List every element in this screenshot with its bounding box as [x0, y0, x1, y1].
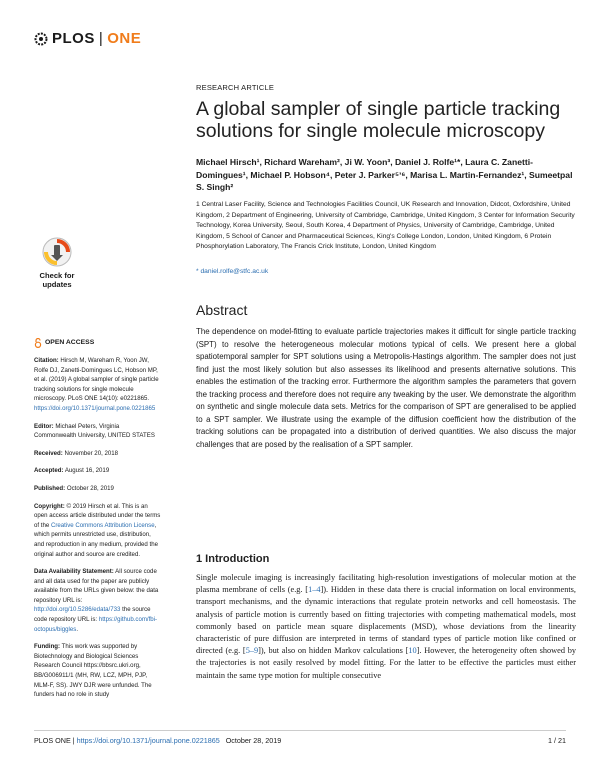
footer-separator: |: [70, 736, 77, 745]
footer-journal: PLOS ONE: [34, 736, 71, 745]
logo-plos-text: PLOS: [52, 30, 95, 47]
reference-link-2[interactable]: 5–9: [245, 646, 259, 656]
article-type: RESEARCH ARTICLE: [196, 83, 275, 92]
plos-one-logo[interactable]: [34, 30, 141, 47]
introduction-heading: 1 Introduction: [196, 553, 270, 565]
intro-text-4: ]. However, the heterogeneity often showed by the trajectories is not easily resolved by model fitting. For the latter to be effective the particles must either maintain the same type motion for multiple consecutive: [196, 646, 577, 680]
received-block: [34, 449, 162, 459]
article-title: A global sampler of single particle tracking solutions for single molecule microscopy: [196, 98, 561, 142]
funding-label: Funding:: [34, 643, 61, 651]
copyright-text-1: © 2019 Hirsch et al. This is an open access article distributed under the terms of the: [34, 502, 161, 529]
introduction-text: [196, 572, 576, 682]
data-availability-block: [34, 567, 162, 634]
published-block: [34, 484, 162, 494]
check-for-updates-icon: [41, 236, 73, 268]
logo-separator: |: [98, 30, 104, 47]
check-for-updates-badge[interactable]: [34, 236, 80, 289]
check-label-line1: Check for: [39, 271, 75, 280]
logo-one-text: ONE: [107, 30, 142, 47]
abstract-text: The dependence on model-fitting to evaluate particle trajectories makes it difficult for single particle tracking (SPT) to resolve the heterogeneous molecular motions typical of cells. We present here a global spatiotemporal sampler for SPT solutions using a Metropolis-Hastings algorithm. The sampler does not just find just the most likely solution but also assesses its likelihood and presents alternative solutions. This enables the estimation of the tracking error. Furthermore the algorithm samples the parameters that govern the tracking process and therefore does not require any tweaking by the user. We demonstrate the algorithm on synthetic and single molecule data sets. Metrics for the comparison of SPT are generalised to be applied to a SPT sampler. We illustrate using the example of the diffusion coefficient how the distribution of the tracking solutions can be propagated into a distribution of derived quantities. We also discuss the major challenges that are posed by the realisation of a SPT sampler.: [196, 327, 576, 449]
data-availability-text-2: the source code repository URL is:: [34, 606, 151, 624]
editor-block: [34, 422, 162, 441]
accepted-date: August 16, 2019: [64, 467, 110, 475]
funding-block: [34, 642, 162, 700]
data-availability-label: Data Availability Statement:: [34, 568, 114, 576]
citation-text: Hirsch M, Wareham R, Yoon JW, Rolfe DJ, Zanetti-Domingues LC, Hobson MP, et al. (2019) A global sampler of single particle tracking solutions for single molecule microscopy. PLoS ONE 14(10): e0221865.: [34, 357, 159, 403]
accepted-label: Accepted:: [34, 467, 64, 475]
abstract-heading: Abstract: [196, 302, 248, 318]
data-repository-link[interactable]: http://doi.org/10.5286/edata/733: [34, 606, 121, 614]
footer-date: October 28, 2019: [225, 736, 282, 745]
accepted-block: [34, 466, 162, 476]
page-footer: [34, 736, 566, 745]
open-access-text: OPEN ACCESS: [45, 339, 95, 347]
plos-logo-icon: [34, 32, 48, 46]
citation-doi-link[interactable]: https://doi.org/10.1371/journal.pone.0221865: [34, 404, 156, 412]
footer-left: [34, 736, 281, 745]
citation-label: Citation:: [34, 357, 59, 364]
received-label: Received:: [34, 449, 63, 457]
source-code-link[interactable]: https://github.com/fbi-octopus/biggles: [34, 616, 158, 633]
copyright-text-2: , which permits unrestricted use, distribution, and reproduction in any medium, provided the original author and source are credited.: [34, 521, 158, 558]
published-label: Published:: [34, 484, 66, 492]
data-availability-text-1: All source code and all data used for the paper are publicly available from the URLs given below: the data repository URL is:: [34, 568, 159, 604]
editor-text: Michael Peters, Virginia Commonwealth University, UNITED STATES: [34, 422, 155, 440]
reference-link-3[interactable]: 10: [408, 646, 417, 656]
received-date: November 20, 2018: [64, 449, 119, 457]
published-date: October 28, 2019: [66, 484, 114, 492]
cc-license-link[interactable]: Creative Commons Attribution License: [50, 521, 155, 529]
editor-label: Editor:: [34, 422, 54, 430]
reference-link-1[interactable]: 1–4: [308, 585, 321, 595]
footer-doi-link[interactable]: https://doi.org/10.1371/journal.pone.0221865: [76, 736, 220, 745]
data-availability-text-3: .: [76, 625, 79, 633]
open-lock-icon: [34, 338, 42, 348]
open-access-label: [34, 338, 162, 348]
footer-page-number: 1 / 21: [548, 736, 566, 745]
corresponding-email-link[interactable]: * daniel.rolfe@stfc.ac.uk: [196, 268, 269, 275]
affiliations: 1 Central Laser Facility, Science and Technologies Facilities Council, UK Research and Innovation, Didcot, Oxfordshire, United Kingdom, 2 Department of Engineering, University of Cambridge, Cambridge, United Kingdom, 3 Center for Information Security Technology, Korea University, Seoul, South Korea, 4 Department of Physics, University of Cambridge, Cambridge, United Kingdom, 5 School of Cancer and Pharmaceutical Sciences, King's College London, London, United Kingdom, 6 Protein Phosphorylation Laboratory, The Francis Crick Institute, London, United Kingdom: [196, 201, 575, 251]
intro-text-3: ]), but also on hidden Markov calculations [: [258, 646, 409, 656]
funding-text: This work was supported by Biotechnology and Biological Sciences Research Council https://bbsrc.ukri.org, BB/G006911/1 (MH, RW, LCZ, MPH, PJP, MLM-F, SS). JWY DJR were unfunded. The funders had no role in study: [34, 643, 152, 699]
intro-text-1: Single molecule imaging is increasingly facilitating high-resolution investigations of molecular motion at the plasma membrane of cells (e.g. [: [196, 573, 576, 595]
footer-divider: [34, 730, 566, 731]
citation-block: [34, 356, 162, 414]
check-label-line2: updates: [42, 280, 72, 289]
copyright-label: Copyright:: [34, 502, 65, 510]
copyright-block: [34, 502, 162, 560]
intro-text-2: ]). Hidden in these data there is crucial information on local environments, transport mechanisms, and the dynamic interactions that regulate protein networks and cell homeostasis. The analysis of particle motion is currently based on fitting trajectories with competing mathematical models, most commonly based on particle mean square displacements (MSD), whose deviations from the linearity characteristic of pure diffusion are interpreted in terms of standard types of particle motion like confined or directed (e.g. [: [196, 585, 576, 656]
article-info-sidebar: [34, 338, 162, 708]
author-list: Michael Hirsch¹, Richard Wareham², Ji W. Yoon³, Daniel J. Rolfe¹*, Laura C. Zanetti-Domingues¹, Michael P. Hobson⁴, Peter J. Parker⁵ʼ⁶, Marisa L. Martin-Fernandez¹, Sumeetpal S. Singh²: [196, 157, 573, 192]
